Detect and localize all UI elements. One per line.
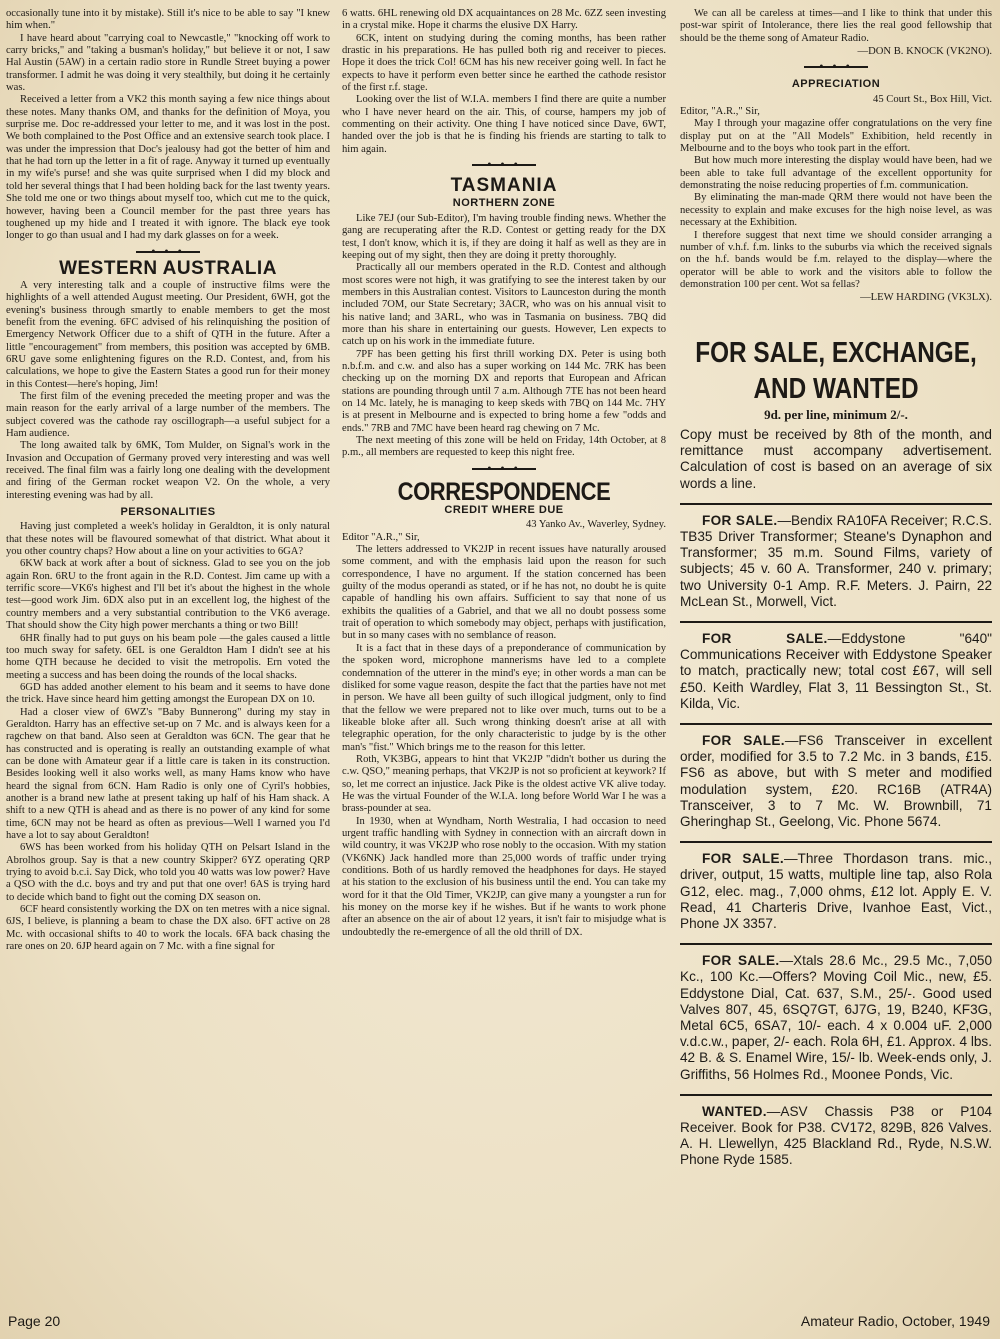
subheading-personalities: PERSONALITIES [120,506,216,519]
ad-heading: WANTED. [702,1103,767,1119]
paragraph: A very interesting talk and a couple of instructive films were the highlights of a well attended August meeting. Our President, 6WH, got the evening's business through smartly to enable members to get the most benefit from the evening. 6FC advised of his relinquishing the position of Emergency Network Officer due to a shift of QTH in the future. After a little "encouragement" from members, this position was accepted by 6MB. 6RU gave some enlightening figures on the R.D. Contest, and, from his calculations, we hope to give the Eastern States a good run for their money in this Contest—here's hoping, Jim! [6,279,330,390]
ad-heading: FOR SALE. [702,512,778,528]
paragraph: The letters addressed to VK2JP in recent issues have naturally aroused some comment, and with the emphasis laid upon the reason for such correspondence, I have no argument. If the station concerned has been guilty of the modus operandi as stated, or if he has not, no doubt he is quite capable of handling his own affairs. Sufficient to say that none of us exhibits the qualities of a Gabriel, and that we all no doubt possess some trait of operation to which somebody may object, perhaps with justification, but in so many cases with no semblance of reason. [342,544,666,642]
classified-ad [680,503,992,610]
paragraph: 6CF heard consistently working the DX on ten metres with a nice signal. 6JS, I believe, is planning a beam to chase the DX also. 6FT active on 28 Mc. with occasional shifts to 40 to work the locals. 6FA back chasing the rare ones on 20. 6JP heard again on 7 Mc. with a fine signal for [6,904,330,953]
section-heading-western-australia: WESTERN AUSTRALIA [59,257,277,279]
section-heading-correspondence: CORRESPONDENCE [397,477,611,506]
ad-body: —Eddystone "640" Communications Receiver with Eddystone Speaker to match, practically new; total cost £67, will sell £50. Keith Wardley, Flat 3, 11 Bessington St., St. Kilda, Vic. [680,630,992,711]
subheading-northern-zone: NORTHERN ZONE [452,197,556,210]
paragraph: The long awaited talk by 6MK, Tom Mulder, on Signal's work in the Invasion and Occupation of Germany proved very interesting and was well received. The final film was a fairly long one dealing with the development and firing of the German rocket weapon V2. On the whole, a very interesting evening was had by all. [6,440,330,501]
page-number: Page 20 [8,1313,61,1329]
section-divider: • • • [472,466,536,476]
ad-body: —FS6 Transceiver in excellent order, modified for 3.5 to 7.2 Mc. in 3 bands, £15. FS6 as above, but with S meter and modified modulation system, £20. RC16B (ATR4A) Transceiver, 3 to 7 Mc. W. Brownbill, 71 Gheringhap St., Geelong, Vic. Phone 5674. [680,732,992,829]
paragraph: 6HR finally had to put guys on his beam pole —the gales caused a little too much sway for safety. 6EL is one Geraldton Ham I didn't see at his home QTH because he decided to visit the metropolis. Ern voted the meeting a success and has been doing the rounds of the local shacks. [6,632,330,681]
paragraph: Had a closer view of 6WZ's "Baby Bunnerong" during my stay in Geraldton. Harry has an effective set-up on 7 Mc. and is always keen for a ragchew on that band. Also seen at Geraldton was 6CN. The gear that he has constructed and is operating is really an outstanding example of what can be done with Amateur gear if a little care is taken in its construction. Besides looking well it also works well, as many Hams know who have heard the signal from 6CN. Ham Radio is only one of Cyril's hobbies, another is a brand new lathe at present taking up half of his Ham shack. A shift to a new QTH is ahead and as there is no power of any kind for some time, 6CN may not be heard as often as previous—Well I warned you I'd have a lot to say about Geraldton! [6,706,330,841]
letter-salutation: Editor "A.R.," Sir, [342,531,420,543]
paragraph: In 1930, when at Wyndham, North Westralia, I had occasion to need urgent traffic handling with Sydney in connection with an aircraft down in wild country, it was VK2JP who rose nobly to the occasion. With my station (VK6NK) Jack handled more than 25,000 words of traffic under trying conditions. Both of us hardly removed the headphones for days. He stayed at his station to the exclusion of his business until the end. You can take my word for it that the Old Timer, VK2JP, can give many a youngster a run for his money on the morse key if he wishes. But if he wants to work phone after an absence on the air of about 12 years, it isn't fair to misjudge what is undoubtedly the re-emergence of all the old thrill of DX. [342,815,666,938]
letter-address: 45 Court St., Box Hill, Vict. [873,93,992,105]
paragraph: Having just completed a week's holiday in Geraldton, it is only natural that these notes will be flavoured somewhat of that district. What about it you other country chaps? How about a line on your activities to 6GA? [6,521,330,558]
ad-heading: FOR SALE. [702,630,828,646]
paragraph: 6KW back at work after a bout of sickness. Glad to see you on the job again Ron. 6RU to the front again in the R.D. Contest. Jim came up with a terrific score—VK6's highest and I'll bet it's about the highest in the whole test—good work Jim. 6DX also put in an excellent log, the highest of the country members and a very substantial contribution to the VK6 average. That should show the City high power merchants a thing or two Bill! [6,558,330,632]
ad-heading: FOR SALE. [702,732,785,748]
paragraph: Like 7EJ (our Sub-Editor), I'm having trouble finding news. Whether the gang are recuperating after the R.D. Contest or getting ready for the DX test, I don't know, which it is, if they are doing it half as well as they are in keeping out of my sight, then they are doing it pretty thoroughly. [342,212,666,261]
classifieds-heading [688,335,984,407]
column-2 [342,8,666,939]
column-1 [6,8,330,953]
paragraph: occasionally tune into it by mistake). Still it's nice to be able to say "I knew him when." [6,8,330,32]
classifieds-heading-line: FOR SALE, EXCHANGE, [695,336,977,369]
ad-body: —ASV Chassis P38 or P104 Receiver. Book for P38. CV172, 829B, 826 Valves. A. H. Llewellyn, 425 Blackland Rd., Ryde, N.S.W. Phone Ryde 1585. [680,1103,992,1168]
paragraph: 6WS has been worked from his holiday QTH on Pelsart Island in the Abrolhos group. Say is that a new country Skipper? 6YZ operating QRP trying to avoid b.c.i. Say Dick, who told you 40 watts was low power? Have a QSO with the d.c. boys and try and put that one over! 6AS is trying hard to decide which band to fight out the coming DX season on. [6,842,330,903]
publication-footer: Amateur Radio, October, 1949 [800,1313,990,1329]
classifieds-intro: Copy must be received by 8th of the month, and remittance must accompany advertisement. Calculation of cost is based on an average of six words a line. [680,426,992,491]
classified-ad [680,723,992,830]
ad-heading: FOR SALE. [702,953,780,969]
paragraph: We can all be careless at times—and I like to think that under this post-war spirit of Intolerance, there lies the real good fellowship that should be the theme song of Amateur Radio. [680,8,992,44]
paragraph: It is a fact that in these days of a preponderance of communication by the spoken word, microphone mannerisms have led to a complete condemnation of the utterer in the mind's eye; in other words a man can be disliked for some vague reason, despite the fact that the parties have not met in person. We have all been guilty of such illogical judgment, only to find that the fellow we were prepared not to like over much, turns out to be a likeable bloke after all. Such wrong thinking doesn't arise at all with telegraphic operation, for the only characteristic to judge by is the other man's "fist." Which brings me to the reason for this letter. [342,642,666,753]
classified-ad [680,621,992,712]
paragraph: 6CK, intent on studying during the coming months, has been rather drastic in his preparations. He has pulled both rig and receiver to pieces. Hope it does the trick Col! 6CM has his new receiver going well. In fact he expects to have it perform even better since he earthed the cathode resistor of the first r.f. stage. [342,32,666,94]
paragraph: I therefore suggest that next time we should consider arranging a number of v.h.f. f.m. links to the suburbs via which the received signals on the h.f. bands would be f.m. relayed to the display—where the operator will be able to work and the visitors able to follow the demonstration 100 per cent. Wot sa fellas? [680,229,992,290]
paragraph: I have heard about "carrying coal to Newcastle," "knocking off work to carry bricks," and "taking a busman's holiday," but believe it or not, I saw Hal Austin (5AW) in a certain radio store in Rundle Street buying a power transformer. I admit he was doing it very stealthily, but doing it he certainly was. [6,32,330,94]
paragraph: Roth, VK3BG, appears to hint that VK2JP "didn't bother us during the c.w. QSO," meaning perhaps, that VK2JP is not so proficient at keywork? If so, let me correct an injustice. Jack Pike is the oldest active VK alive today. He was the virtual Founder of the W.I.A. long before World War I he was a brass-pounder at sea. [342,753,666,815]
subheading-appreciation: APPRECIATION [791,78,881,91]
letter-address: 43 Yanko Av., Waverley, Sydney. [526,519,666,531]
paragraph: The next meeting of this zone will be held on Friday, 14th October, at 8 p.m., all members are requested to keep this night free. [342,435,666,459]
paragraph: By eliminating the man-made QRM there would not have been the necessity to explain and make excuses for the high noise level, as was necessary at the Exhibition. [680,192,992,229]
ad-heading: FOR SALE. [702,851,784,867]
column-3 [680,8,992,1169]
paragraph: 7PF has been getting his first thrill working DX. Peter is using both n.b.f.m. and c.w. and also has a super working on 144 Mc. 7RK has been checking up on the morning DX and reports that European and African stations are pounding through until 7 a.m. Although 7TE has not been heard on 14 Mc. lately, he is managing to keep skeds with 7BQ on 144 Mc. 7HY is at present in Melbourne and is expected to bring home a few "odds and ends." 7RB and 7MC have been heard rag chewing on 7 Mc. [342,348,666,434]
section-heading-tasmania: TASMANIA [450,175,558,197]
ad-body: —Xtals 28.6 Mc., 29.5 Mc., 7,050 Kc., 100 Kc.—Offers? Moving Coil Mic., new, £5. Eddystone Dial, Cat. 637, S.M., 25/-. Good used Valves 807, 45, 6SQ7GT, 6J7G, 19, B240, KF3G, Metal 6C5, 6SA7, 10/- each. 4 x 0.004 uF. 2,000 v.d.c.w., paper, 2/- each. Rola 6H, £1. Approx. 4 lbs. 42 B. & S. Enamel Wire, 15/- lb. Week-ends only, J. Griffiths, 56 Holmes Rd., Moonee Ponds, Vic. [680,953,993,1082]
classified-ad [680,1094,992,1169]
classified-ad [680,841,992,932]
paragraph: Looking over the list of W.I.A. members I find there are quite a number who I have never heard on the air. This, of course, hampers my job of commenting on their activity. One thing I have noticed since Dave, 6WT, handed over the job is that he is finding his friends are starting to talk to him again. [342,94,666,155]
paragraph: Practically all our members operated in the R.D. Contest and although most scores were not high, it was gratifying to see the interest taken by our members in this Australian contest. Visitors to Launceston during the month included 7OM, our State Secretary; 3ACR, who was on his annual visit to his native land; and 3ARL, who was in Tasmania on business. 7BQ did more than his share in entertaining our guests. However, Len expects to catch up on his work in the immediate future. [342,262,666,348]
classifieds-rate: 9d. per line, minimum 2/-. [764,406,908,422]
paragraph: 6 watts. 6HL renewing old DX acquaintances on 28 Mc. 6ZZ seen investing in a crystal mike. Hope it charms the elusive DX Harry. [342,8,666,32]
paragraph: The first film of the evening preceded the meeting proper and was the main reason for the early arrival of a large number of the members. The subject covered was the cathode ray oscillograph—a useful subject for a Ham audience. [6,390,330,439]
section-divider: • • • [472,162,536,172]
classified-ad [680,943,992,1083]
paragraph: Received a letter from a VK2 this month saying a few nice things about these notes. Many thanks OM, and thanks for the definition of Moya, you surprise me. Doc re-addressed your letter to me, and it was lost in the post. We both complained to the Post Office and an extensive search took place. I was under the impression that Doc's jealousy had got the better of him and that he had torn up the letter in a fit of rage. Anyway it turned up eventually in my wife's purse! and she was quite surprised when I did my block and told her several things that I had been holding back for the last twenty years. She told me one or two things about myself too, which cut me to the quick, however, having been a Council member for the past three years has toughened up my hide and I treated it with ignore. The black eye took longer to go than usual and I had my dark glasses on for a week. [6,94,330,242]
ad-body: —Bendix RA10FA Receiver; R.C.S. TB35 Driver Transformer; Steane's Dynaphon and Transformer; 35 m.m. Sound Films, variety of subjects; 45 v. 60 A. Transformer, 240 v. primary; two University 0-1 Amp. R.F. Meters. J. Pairn, 22 McLean St., Morwell, Vict. [680,512,993,609]
paragraph: But how much more interesting the display would have been, had we been able to take full advantage of the excellent opportunity for demonstrating the noise reducing properties of f.m. communication. [680,155,992,192]
letter-signature: —LEW HARDING (VK3LX). [860,292,992,304]
paragraph: 6GD has added another element to his beam and it seems to have done the trick. Have since heard him getting amongst the European DX on 10. [6,681,330,706]
subheading-credit-where-due: CREDIT WHERE DUE [444,504,564,517]
paragraph: May I through your magazine offer congratulations on the very fine display put on at the "All Models" Exhibition, held recently in Melbourne and to the boys who took part in the effort. [680,118,992,155]
section-divider: • • • [136,249,200,259]
letter-signature: —DON B. KNOCK (VK2NO). [857,46,992,58]
classifieds-heading-line: AND WANTED [753,372,919,405]
section-divider: • • • [804,64,868,74]
ad-body: —Three Thordason trans. mic., driver, output, 15 watts, multiple line tap, also Rola G12, elec. mag., 7,000 ohms, £12 lot. Apply E. V. Read, 41 Charteris Drive, Ivanhoe East, Vict., Phone JX 3357. [680,851,992,931]
letter-salutation: Editor, "A.R.," Sir, [680,106,760,118]
